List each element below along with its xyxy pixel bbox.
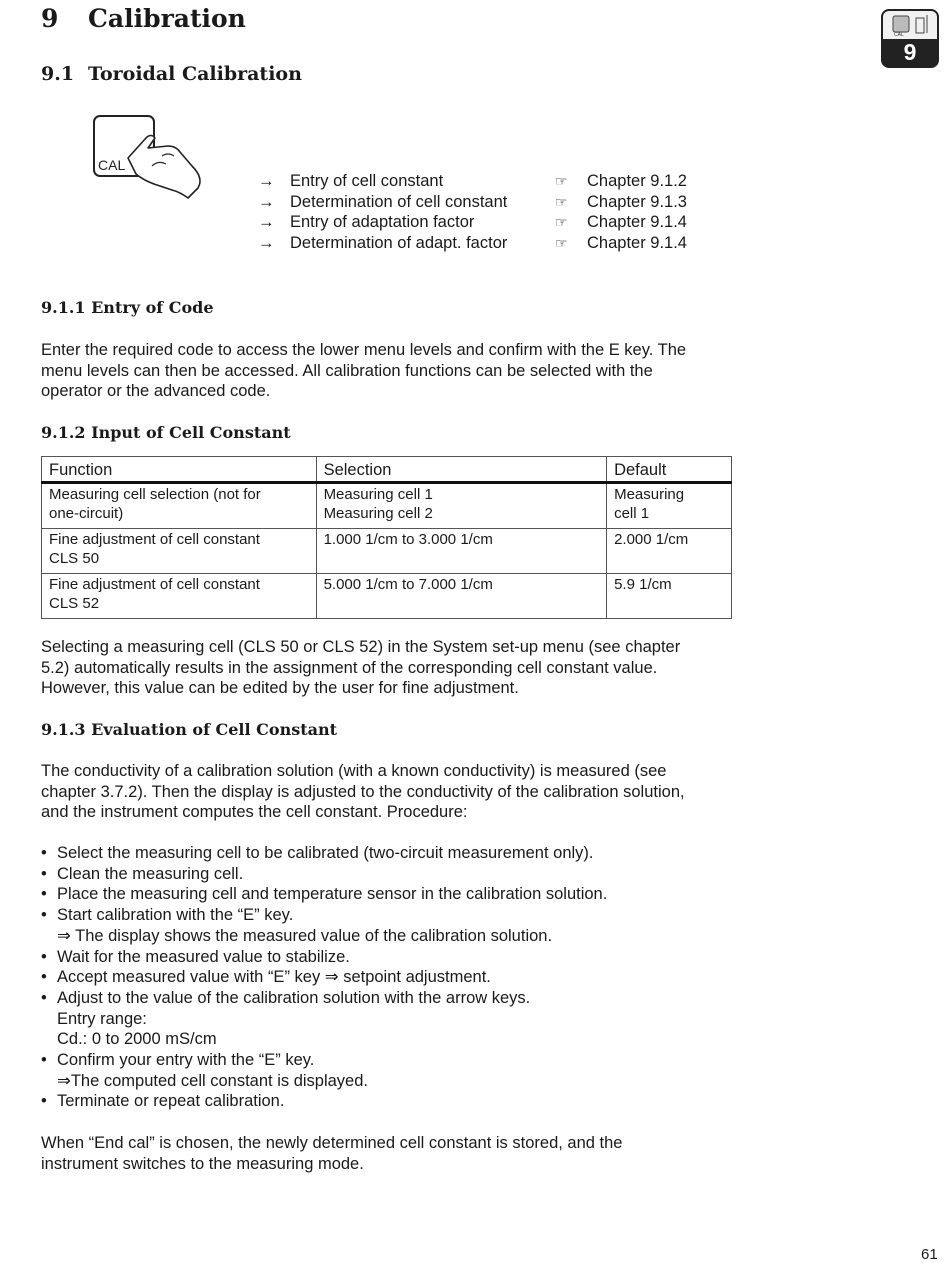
chapter-link[interactable] [258, 212, 718, 233]
cal-diag-icon [883, 11, 937, 39]
tab-number: 9 [903, 39, 917, 65]
arrow-right-icon: → [258, 234, 275, 253]
list-item-text: Terminate or repeat calibration. [57, 1092, 285, 1111]
table-cell [42, 573, 317, 618]
list-item [41, 843, 607, 864]
pointing-hand-icon: ☞ [555, 235, 568, 252]
chapter-link[interactable] [258, 233, 718, 254]
table-cell [607, 482, 732, 528]
cell-line: 2.000 1/cm [614, 530, 689, 548]
list-item-text: Cd.: 0 to 2000 mS/cm [57, 1030, 217, 1049]
cell-line: one-circuit) [49, 505, 124, 522]
bullet-icon: • [41, 1051, 47, 1070]
column-header: Selection [316, 457, 607, 483]
list-item-text: Clean the measuring cell. [57, 864, 244, 883]
tab-cal-label: CAL [894, 32, 904, 38]
text-line: 5.2) automatically results in the assignment of the corresponding cell constant value. [41, 658, 658, 677]
bullet-icon: • [41, 864, 47, 883]
link-label: Entry of adaptation factor [290, 213, 475, 232]
list-item-continuation [41, 1029, 607, 1050]
procedure-list [41, 843, 607, 1112]
list-item [41, 988, 607, 1009]
link-label: Determination of cell constant [290, 192, 508, 211]
link-label: Entry of cell constant [290, 172, 444, 190]
chapter-link[interactable] [258, 171, 718, 192]
arrow-right-icon: → [258, 192, 275, 211]
chapter-title-text: Calibration [88, 4, 246, 33]
paragraph-entry-of-code [41, 340, 741, 402]
list-item [41, 947, 607, 968]
cell-line: Measuring cell 1 [323, 485, 433, 503]
cell-line: 1.000 1/cm to 3.000 1/cm [323, 530, 493, 548]
pointing-hand-icon: ☞ [555, 173, 568, 189]
table-cell [42, 528, 317, 573]
cell-line: cell 1 [614, 505, 650, 522]
paragraph-evaluation-intro [41, 761, 741, 823]
list-item-text: Entry range: [57, 1009, 147, 1028]
chapter-ref[interactable]: Chapter 9.1.4 [587, 213, 687, 232]
page-number: 61 [921, 1246, 938, 1263]
cell-line: CLS 50 [49, 550, 100, 567]
paragraph-end-cal [41, 1133, 741, 1174]
bullet-icon: • [41, 885, 47, 904]
table-header-row [42, 457, 732, 483]
chapter-title [41, 4, 246, 33]
text-line: menu levels can then be accessed. All calibration functions can be selected with the [41, 361, 653, 380]
section-number: 9.1 [41, 63, 75, 85]
table-row [42, 482, 732, 528]
cal-key-label: CAL [98, 157, 126, 173]
cell-line: Fine adjustment of cell constant [49, 575, 260, 593]
list-item-text: Select the measuring cell to be calibrated (two-circuit measurement only). [57, 844, 594, 862]
tab-icons [883, 11, 937, 39]
cell-line: Measuring cell 2 [323, 505, 433, 522]
bullet-icon: • [41, 844, 47, 862]
heading-9-1-1: 9.1.1 Entry of Code [41, 298, 214, 317]
bullet-icon: • [41, 947, 47, 966]
chapter-tab [881, 9, 939, 68]
cal-key-icon [88, 108, 212, 204]
list-item-text: Adjust to the value of the calibration solution with the arrow keys. [57, 988, 531, 1007]
text-line: The conductivity of a calibration solution (with a known conductivity) is measured (see [41, 762, 667, 780]
arrow-right-icon: → [258, 172, 275, 190]
table-cell [42, 482, 317, 528]
table-row [42, 528, 732, 573]
column-header: Default [607, 457, 732, 483]
table-cell [607, 573, 732, 618]
text-line: chapter 3.7.2). Then the display is adjusted to the conductivity of the calibration solution, [41, 782, 685, 801]
chapter-ref[interactable]: Chapter 9.1.4 [587, 234, 687, 253]
text-line: Selecting a measuring cell (CLS 50 or CLS 52) in the System set-up menu (see chapter [41, 638, 681, 656]
table-row [42, 573, 732, 618]
bullet-icon: • [41, 1092, 47, 1111]
arrow-right-icon: → [258, 213, 275, 232]
list-item [41, 1091, 607, 1112]
text-line: When “End cal” is chosen, the newly determined cell constant is stored, and the [41, 1134, 623, 1152]
text-line: However, this value can be edited by the user for fine adjustment. [41, 679, 519, 698]
text-line: operator or the advanced code. [41, 382, 271, 401]
table-cell [316, 573, 607, 618]
list-item-text: Start calibration with the “E” key. [57, 906, 294, 925]
list-item [41, 1050, 607, 1071]
text-line: instrument switches to the measuring mode. [41, 1154, 364, 1173]
list-item-text: Wait for the measured value to stabilize. [57, 947, 350, 966]
column-header: Function [42, 457, 317, 483]
chapter-link[interactable] [258, 192, 718, 213]
cell-line: Measuring cell selection (not for [49, 485, 261, 503]
cell-line: 5.9 1/cm [614, 575, 672, 593]
list-item [41, 884, 607, 905]
bullet-icon: • [41, 906, 47, 925]
list-item-continuation [41, 926, 607, 947]
list-item-text: Accept measured value with “E” key ⇒ setpoint adjustment. [57, 968, 491, 987]
link-label: Determination of adapt. factor [290, 234, 508, 253]
list-item-text: ⇒ The display shows the measured value of the calibration solution. [57, 926, 553, 945]
pointing-hand-icon: ☞ [555, 193, 568, 210]
paragraph-cell-selection [41, 637, 741, 699]
chapter-ref[interactable]: Chapter 9.1.3 [587, 192, 687, 211]
pointing-hand-icon: ☞ [555, 214, 568, 231]
table-cell [316, 482, 607, 528]
chapter-ref[interactable]: Chapter 9.1.2 [587, 172, 687, 190]
list-item [41, 905, 607, 926]
heading-9-1-3: 9.1.3 Evaluation of Cell Constant [41, 720, 337, 739]
cell-constant-table [41, 456, 732, 619]
text-line: and the instrument computes the cell constant. Procedure: [41, 803, 468, 822]
text-line: Enter the required code to access the lower menu levels and confirm with the E key. The [41, 341, 687, 359]
cell-line: Fine adjustment of cell constant [49, 530, 260, 548]
table-cell [607, 528, 732, 573]
chapter-number: 9 [41, 4, 59, 33]
heading-9-1-2: 9.1.2 Input of Cell Constant [41, 423, 291, 442]
list-item-text: ⇒The computed cell constant is displayed. [57, 1071, 368, 1090]
section-title-text: Toroidal Calibration [88, 63, 302, 85]
list-item [41, 864, 607, 885]
section-title [41, 63, 302, 85]
cell-line: 5.000 1/cm to 7.000 1/cm [323, 575, 493, 593]
list-item-text: Confirm your entry with the “E” key. [57, 1051, 315, 1070]
bullet-icon: • [41, 968, 47, 987]
cell-line: CLS 52 [49, 595, 100, 612]
list-item [41, 967, 607, 988]
table-cell [316, 528, 607, 573]
chapter-links [258, 171, 718, 254]
cell-line: Measuring [614, 485, 685, 503]
list-item-continuation [41, 1071, 607, 1092]
list-item-text: Place the measuring cell and temperature sensor in the calibration solution. [57, 885, 608, 904]
list-item-continuation [41, 1009, 607, 1030]
bullet-icon: • [41, 988, 47, 1007]
